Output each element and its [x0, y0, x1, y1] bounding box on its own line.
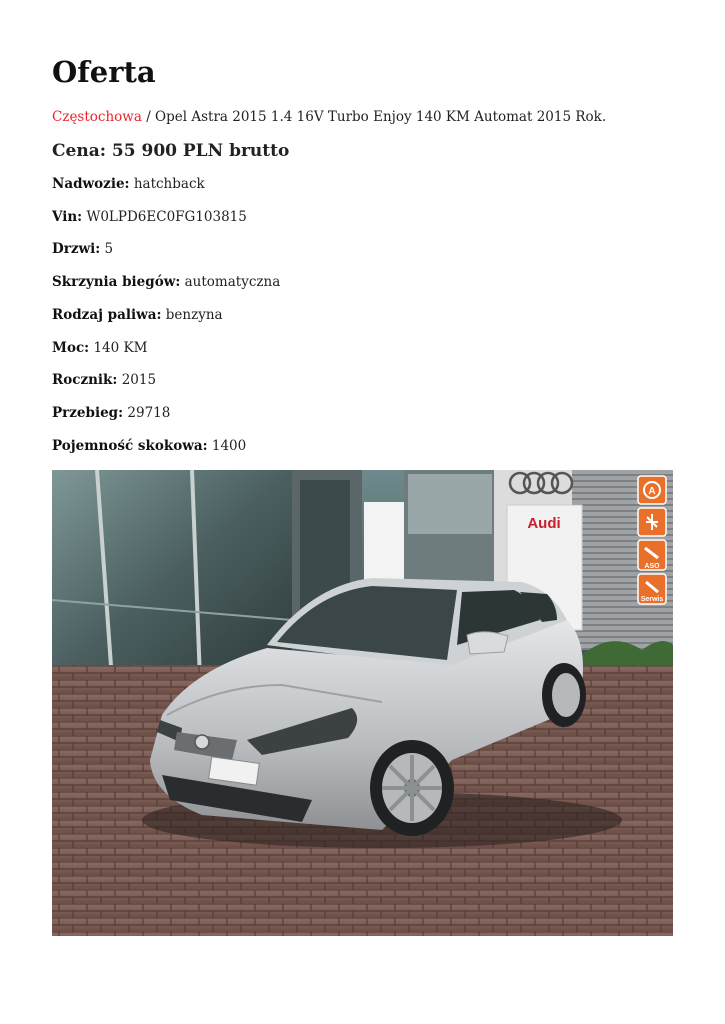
spec-mileage: [52, 403, 170, 423]
dealer-sign: Audi: [527, 515, 561, 532]
spec-value: W0LPD6EC0FG103815: [86, 209, 247, 225]
spec-label: Pojemność skokowa:: [52, 438, 208, 454]
spec-gearbox: [52, 272, 280, 292]
spec-value: 29718: [127, 405, 171, 421]
service-icons: [638, 476, 666, 604]
spec-power: [52, 338, 147, 358]
price: Cena: 55 900 PLN brutto: [52, 141, 290, 161]
spec-year: [52, 370, 156, 390]
svg-text:ASO: ASO: [644, 563, 660, 570]
spec-displacement: [52, 436, 246, 456]
spec-label: Rodzaj paliwa:: [52, 307, 162, 323]
breadcrumb-model: Opel Astra 2015 1.4 16V Turbo Enjoy 140 KM Automat 2015 Rok.: [155, 109, 607, 125]
svg-text:Serwis: Serwis: [640, 596, 664, 603]
spec-value: 140 KM: [93, 340, 148, 356]
spec-label: Przebieg:: [52, 405, 124, 421]
engine-service-icon-label: A: [648, 486, 656, 497]
spec-body: [52, 174, 205, 194]
car-photo: [52, 470, 673, 936]
spec-vin: [52, 207, 247, 227]
rear-wheel: [542, 663, 586, 727]
breadcrumb: [52, 107, 606, 127]
front-wheel: [370, 740, 454, 836]
spec-fuel: [52, 305, 223, 325]
page-title: Oferta: [52, 55, 156, 89]
spec-doors: [52, 239, 113, 259]
spec-label: Nadwozie:: [52, 176, 130, 192]
spec-value: 2015: [121, 372, 157, 388]
spec-label: Vin:: [52, 209, 83, 225]
breadcrumb-separator: /: [141, 109, 156, 125]
spec-label: Drzwi:: [52, 241, 101, 257]
spec-value: hatchback: [133, 176, 205, 192]
spec-label: Skrzynia biegów:: [52, 274, 181, 290]
breadcrumb-city-link[interactable]: Częstochowa: [52, 109, 142, 125]
spec-label: Moc:: [52, 340, 90, 356]
spec-value: 5: [104, 241, 114, 257]
spec-value: 1400: [211, 438, 247, 454]
spec-label: Rocznik:: [52, 372, 118, 388]
spec-value: automatyczna: [184, 274, 281, 290]
spec-value: benzyna: [165, 307, 223, 323]
